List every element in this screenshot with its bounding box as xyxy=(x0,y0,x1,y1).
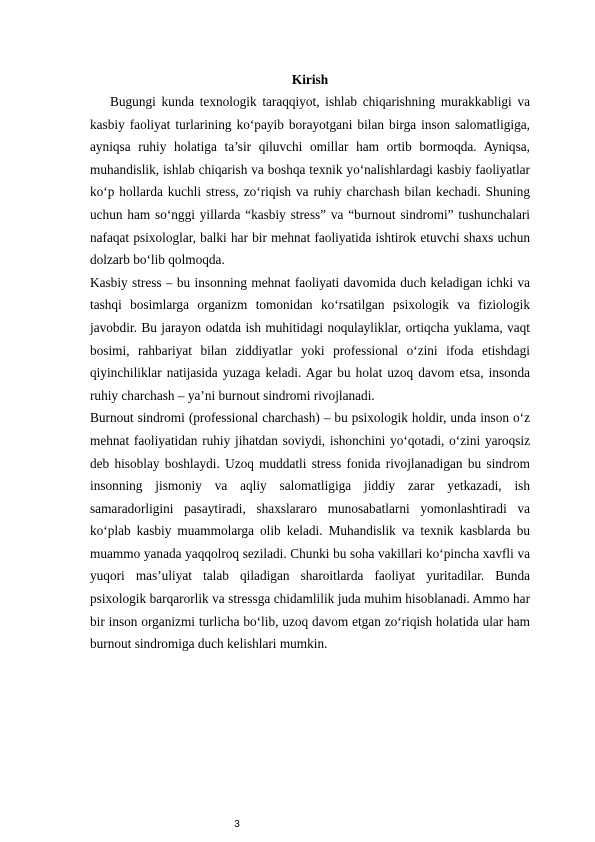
paragraph-kasbiy-stress: Kasbiy stress – bu insonning mehnat faoliyati davomida duch keladigan ichki va tashqi bosimlarga organizm tomonidan ko‘rsatilgan psixologik va fiziologik javobdir. Bu jarayon odatda ish muhitidagi noqulayliklar, ortiqcha yuklama, vaqt bosimi, rahbariyat bilan ziddiyatlar yoki professional o‘zini ifoda etishdagi qiyinchiliklar natijasida yuzaga keladi. Agar bu holat uzoq davom etsa, insonda ruhiy charchash – ya’ni burnout sindromi rivojlanadi. xyxy=(90,274,530,403)
page-title: Kirish xyxy=(291,72,329,87)
page-number: 3 xyxy=(234,819,240,830)
paragraph-burnout: Burnout sindromi (professional charchash) – bu psixologik holdir, unda inson o‘z mehnat faoliyatidan ruhiy jihatdan soviydi, ishonchini yo‘qotadi, o‘zini yaroqsiz deb hisoblay boshlaydi. Uzoq muddatli stress fonida rivojlanadigan bu sindrom insonning jismoniy va aqliy salomatligiga jiddiy zarar yetkazadi, ish samaradorligini pasaytiradi, shaxslararo munosabatlarni yomonlashtiradi va ko‘plab kasbiy muammolarga olib keladi. Muhandislik va texnik kasblarda bu muammo yanada yaqqolroq seziladi. Chunki bu soha vakillari ko‘pincha xavfli va yuqori mas’uliyat talab qiladigan sharoitlarda faoliyat yuritadilar. Bunda psixologik barqarorlik va stressga chidamlilik juda muhim hisoblanadi. Ammo har bir inson organizmi turlicha bo‘lib, uzoq davom etgan zo‘riqish holatida ular ham burnout sindromiga duch kelishlari mumkin. xyxy=(90,410,530,652)
body-text xyxy=(90,91,530,656)
paragraph-intro: Bugungi kunda texnologik taraqqiyot, ishlab chiqarishning murakkabligi va kasbiy faoliyat turlarining ko‘payib borayotgani bilan birga inson salomatligiga, ayniqsa ruhiy holatiga ta’sir qiluvchi omillar ham ortib bormoqda. Ayniqsa, muhandislik, ishlab chiqarish va boshqa texnik yo‘nalishlardagi kasbiy faoliyatlar ko‘p hollarda kuchli stress, zo‘riqish va ruhiy charchash bilan kechadi. Shuning uchun ham so‘nggi yillarda “kasbiy stress” va “burnout sindromi” tushunchalari nafaqat psixologlar, balki har bir mehnat faoliyatida ishtirok etuvchi shaxs uchun dolzarb bo‘lib qolmoqda. xyxy=(90,94,530,268)
